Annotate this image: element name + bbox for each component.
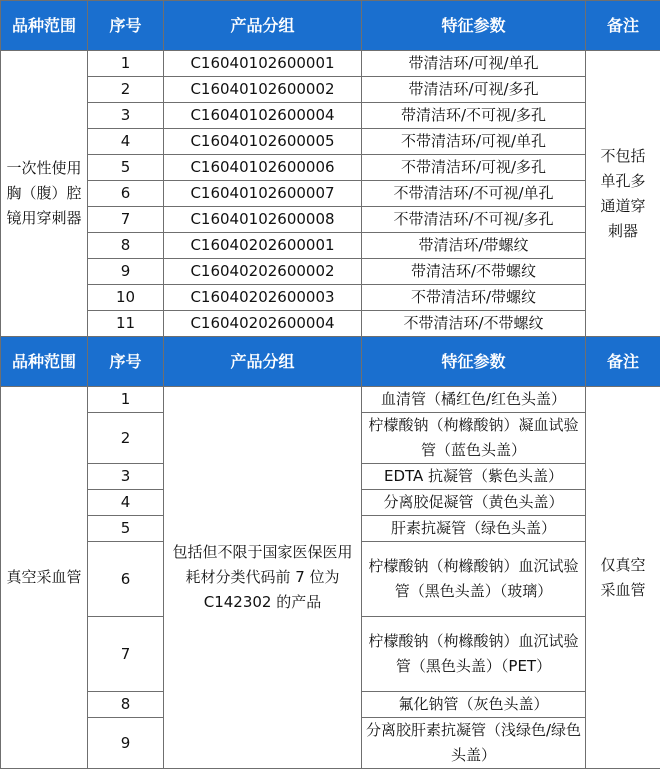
feature-cell: 带清洁环/不可视/多孔 <box>362 103 586 129</box>
header-group: 产品分组 <box>164 337 362 387</box>
feature-cell: 不带清洁环/带螺纹 <box>362 285 586 311</box>
row-number: 5 <box>88 155 164 181</box>
product-code: C16040102600008 <box>164 207 362 233</box>
table-row <box>1 129 660 155</box>
feature-cell: 不带清洁环/不可视/多孔 <box>362 207 586 233</box>
product-code: C16040102600007 <box>164 181 362 207</box>
header-row-1 <box>1 1 660 51</box>
feature-cell: 带清洁环/不带螺纹 <box>362 259 586 285</box>
row-number: 3 <box>88 464 164 490</box>
row-number: 9 <box>88 259 164 285</box>
row-number: 8 <box>88 233 164 259</box>
row-number: 6 <box>88 542 164 617</box>
product-code: C16040102600001 <box>164 51 362 77</box>
row-number: 4 <box>88 129 164 155</box>
table-row <box>1 259 660 285</box>
header-features: 特征参数 <box>362 337 586 387</box>
row-number: 5 <box>88 516 164 542</box>
feature-cell: 带清洁环/可视/多孔 <box>362 77 586 103</box>
row-number: 1 <box>88 51 164 77</box>
header-category: 品种范围 <box>1 1 88 51</box>
table-row <box>1 51 660 77</box>
note-cell: 不包括单孔多通道穿刺器 <box>586 51 660 337</box>
category-cell: 真空采血管 <box>1 387 88 769</box>
feature-cell: 血清管（橘红色/红色头盖） <box>362 387 586 413</box>
row-number: 10 <box>88 285 164 311</box>
product-code: C16040202600003 <box>164 285 362 311</box>
product-code: C16040102600005 <box>164 129 362 155</box>
feature-cell: 不带清洁环/不带螺纹 <box>362 311 586 337</box>
row-number: 4 <box>88 490 164 516</box>
row-number: 7 <box>88 617 164 692</box>
feature-cell: 不带清洁环/可视/单孔 <box>362 129 586 155</box>
header-note: 备注 <box>586 337 660 387</box>
feature-cell: 柠檬酸钠（枸橼酸钠）血沉试验管（黑色头盖）（玻璃） <box>362 542 586 617</box>
table-row <box>1 387 660 413</box>
product-code: C16040202600004 <box>164 311 362 337</box>
header-features: 特征参数 <box>362 1 586 51</box>
table-row <box>1 233 660 259</box>
group-cell: 包括但不限于国家医保医用耗材分类代码前 7 位为 C142302 的产品 <box>164 387 362 769</box>
product-code: C16040102600002 <box>164 77 362 103</box>
row-number: 8 <box>88 692 164 718</box>
header-category: 品种范围 <box>1 337 88 387</box>
feature-cell: 分离胶促凝管（黄色头盖） <box>362 490 586 516</box>
feature-cell: 氟化钠管（灰色头盖） <box>362 692 586 718</box>
feature-cell: 肝素抗凝管（绿色头盖） <box>362 516 586 542</box>
product-code: C16040202600002 <box>164 259 362 285</box>
product-code: C16040102600004 <box>164 103 362 129</box>
row-number: 1 <box>88 387 164 413</box>
header-group: 产品分组 <box>164 1 362 51</box>
table-row <box>1 207 660 233</box>
header-note: 备注 <box>586 1 660 51</box>
table-row <box>1 103 660 129</box>
feature-cell: 不带清洁环/可视/多孔 <box>362 155 586 181</box>
feature-cell: EDTA 抗凝管（紫色头盖） <box>362 464 586 490</box>
feature-cell: 柠檬酸钠（枸橼酸钠）血沉试验管（黑色头盖）（PET） <box>362 617 586 692</box>
product-code: C16040202600001 <box>164 233 362 259</box>
category-cell: 一次性使用胸（腹）腔镜用穿刺器 <box>1 51 88 337</box>
product-code: C16040102600006 <box>164 155 362 181</box>
row-number: 6 <box>88 181 164 207</box>
feature-cell: 带清洁环/可视/单孔 <box>362 51 586 77</box>
header-row-2 <box>1 337 660 387</box>
table-row <box>1 181 660 207</box>
row-number: 2 <box>88 77 164 103</box>
table-row <box>1 77 660 103</box>
note-cell: 仅真空采血管 <box>586 387 660 769</box>
feature-cell: 不带清洁环/不可视/单孔 <box>362 181 586 207</box>
row-number: 7 <box>88 207 164 233</box>
row-number: 2 <box>88 413 164 464</box>
header-number: 序号 <box>88 337 164 387</box>
feature-cell: 分离胶肝素抗凝管（浅绿色/绿色头盖） <box>362 718 586 769</box>
table-row <box>1 311 660 337</box>
row-number: 11 <box>88 311 164 337</box>
row-number: 9 <box>88 718 164 769</box>
feature-cell: 带清洁环/带螺纹 <box>362 233 586 259</box>
table-row <box>1 285 660 311</box>
feature-cell: 柠檬酸钠（枸橼酸钠）凝血试验管（蓝色头盖） <box>362 413 586 464</box>
table-row <box>1 155 660 181</box>
row-number: 3 <box>88 103 164 129</box>
header-number: 序号 <box>88 1 164 51</box>
